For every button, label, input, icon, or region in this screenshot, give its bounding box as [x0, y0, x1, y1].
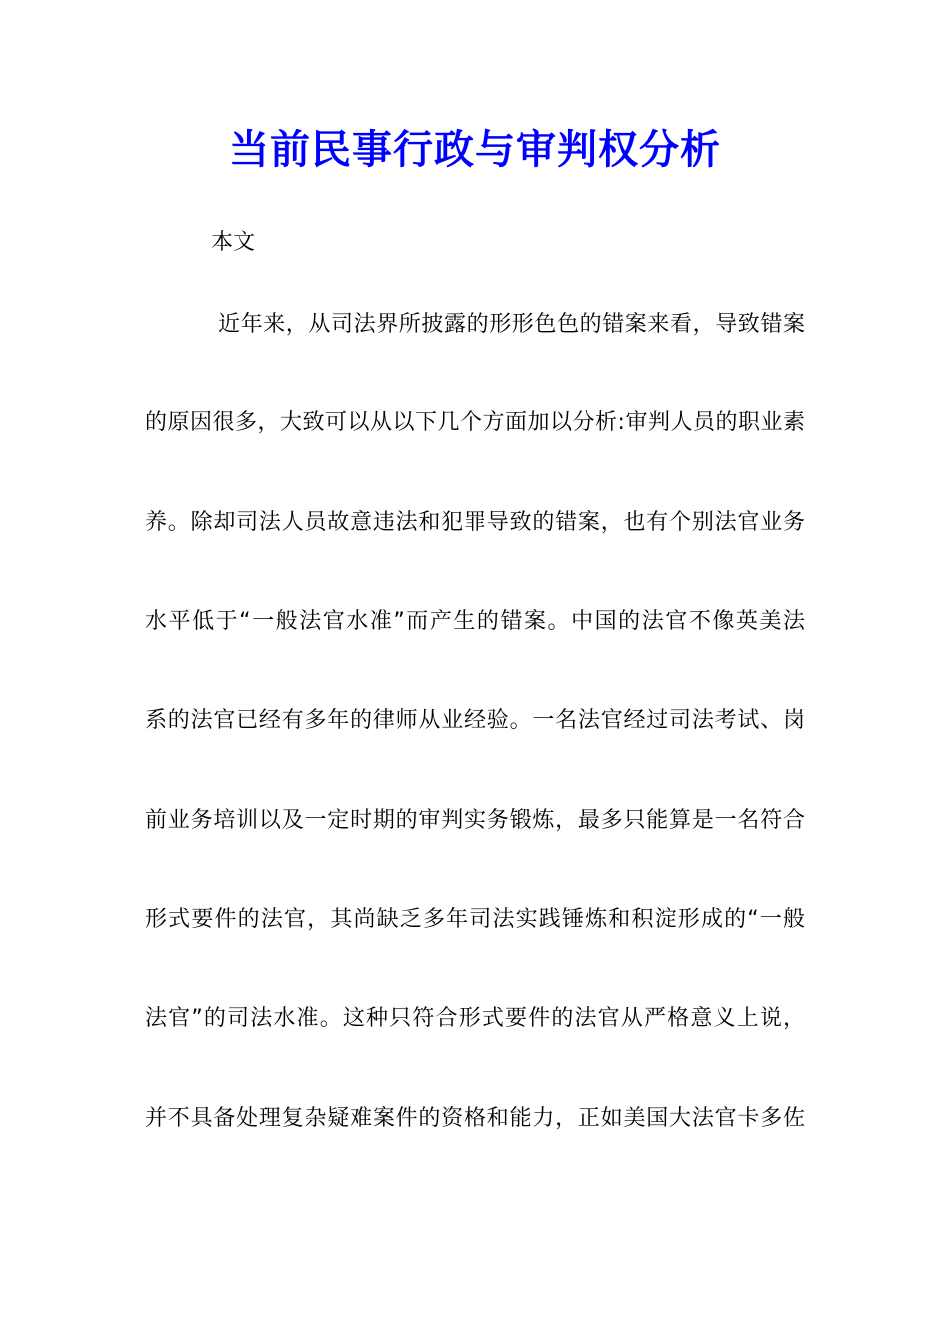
- paragraph-line: 近年来，从司法界所披露的形形色色的错案来看，导致错案: [218, 312, 805, 337]
- paragraph-line: 系的法官已经有多年的律师从业经验。一名法官经过司法考试、岗: [145, 708, 805, 733]
- document-title: 当前民事行政与审判权分析: [229, 126, 721, 173]
- section-label: 本文: [211, 230, 256, 255]
- paragraph-line: 前业务培训以及一定时期的审判实务锻炼，最多只能算是一名符合: [145, 808, 805, 833]
- paragraph-line: 养。除却司法人员故意违法和犯罪导致的错案，也有个别法官业务: [145, 510, 805, 535]
- paragraph-line: 的原因很多，大致可以从以下几个方面加以分析:审判人员的职业素: [145, 410, 805, 435]
- paragraph-line: 法官”的司法水准。这种只符合形式要件的法官从严格意义上说，: [145, 1006, 805, 1031]
- paragraph-line: 形式要件的法官，其尚缺乏多年司法实践锤炼和积淀形成的“一般: [145, 907, 805, 932]
- paragraph-line: 水平低于“一般法官水准”而产生的错案。中国的法官不像英美法: [145, 609, 805, 634]
- paragraph-line: 并不具备处理复杂疑难案件的资格和能力，正如美国大法官卡多佐: [145, 1106, 805, 1131]
